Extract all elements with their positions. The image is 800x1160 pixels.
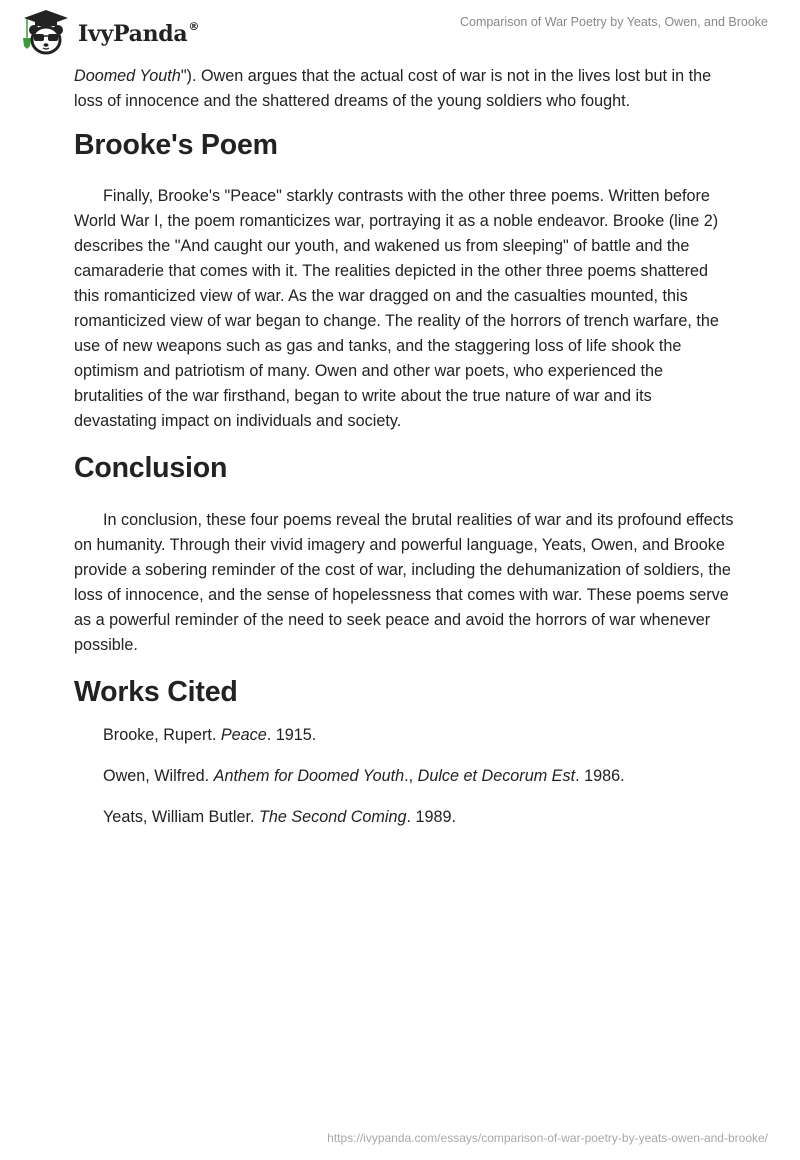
citation-author: Yeats, William Butler. [103,808,259,826]
heading-brookes-poem: Brooke's Poem [74,129,278,161]
panda-graduation-cap-icon [20,8,72,56]
citation-item [74,723,734,748]
brookes-poem-paragraph: Finally, Brooke's "Peace" starkly contrasts with the other three poems. Written before World War I, the poem romanticizes war, portraying it as a noble endeavor. Brooke (line 2) describes the "And caught our youth, and wakened us from sleeping" of battle and the camaraderie that comes with it. The realities depicted in the other three poems shattered this romanticized view of war. As the war dragged on and the casualties mounted, this romanticized view of war began to change. The reality of the horrors of trench warfare, the use of new weapons such as gas and tanks, and the staggering loss of life shook the optimism and patriotism of many. Owen and other war poets, who experienced the brutalities of the war firsthand, began to write about the true nature of war and its devastating impact on individuals and society. [74,187,719,430]
citation-author: Owen, Wilfred. [103,767,214,785]
document-title: Comparison of War Poetry by Yeats, Owen, and Brooke [459,15,768,29]
heading-conclusion: Conclusion [74,452,228,484]
conclusion-paragraph: In conclusion, these four poems reveal the brutal realities of war and its profound effects on humanity. Through their vivid imagery and powerful language, Yeats, Owen, and Brooke provide a sobering reminder of the cost of war, including the dehumanization of soldiers, the loss of innocence, and the sense of hopelessness that comes with war. These poems serve as a powerful reminder of the need to seek peace and avoid the horrors of war whenever possible. [74,511,734,654]
italic-title-fragment: Doomed Youth [74,67,181,85]
brand-name: IvyPanda® [78,19,200,47]
citation-title: Anthem for Doomed Youth [213,767,405,785]
citation-year: . 1986. [575,767,625,785]
citation-separator: ., [404,767,418,785]
citation-item [74,805,734,830]
ivypanda-logo[interactable] [20,8,199,56]
citation-title: The Second Coming [258,808,407,826]
source-url[interactable]: https://ivypanda.com/essays/comparison-of-war-poetry-by-yeats-owen-and-brooke/ [327,1131,768,1145]
essay-content [74,64,734,846]
citation-year: . 1915. [266,726,317,744]
citation-title-2: Dulce et Decorum Est [417,767,576,785]
page-header [0,0,800,60]
citation-item [74,764,734,789]
citation-title: Peace [220,726,267,744]
citations-list [74,723,734,830]
intro-paragraph-text: "). Owen argues that the actual cost of war is not in the lives lost but in the loss of innocence and the shattered dreams of the young soldiers who fought. [74,67,712,110]
registered-mark: ® [188,19,200,33]
citation-author: Brooke, Rupert. [103,726,221,744]
heading-works-cited: Works Cited [74,676,238,708]
intro-paragraph [74,64,734,114]
citation-year: . 1989. [406,808,457,826]
